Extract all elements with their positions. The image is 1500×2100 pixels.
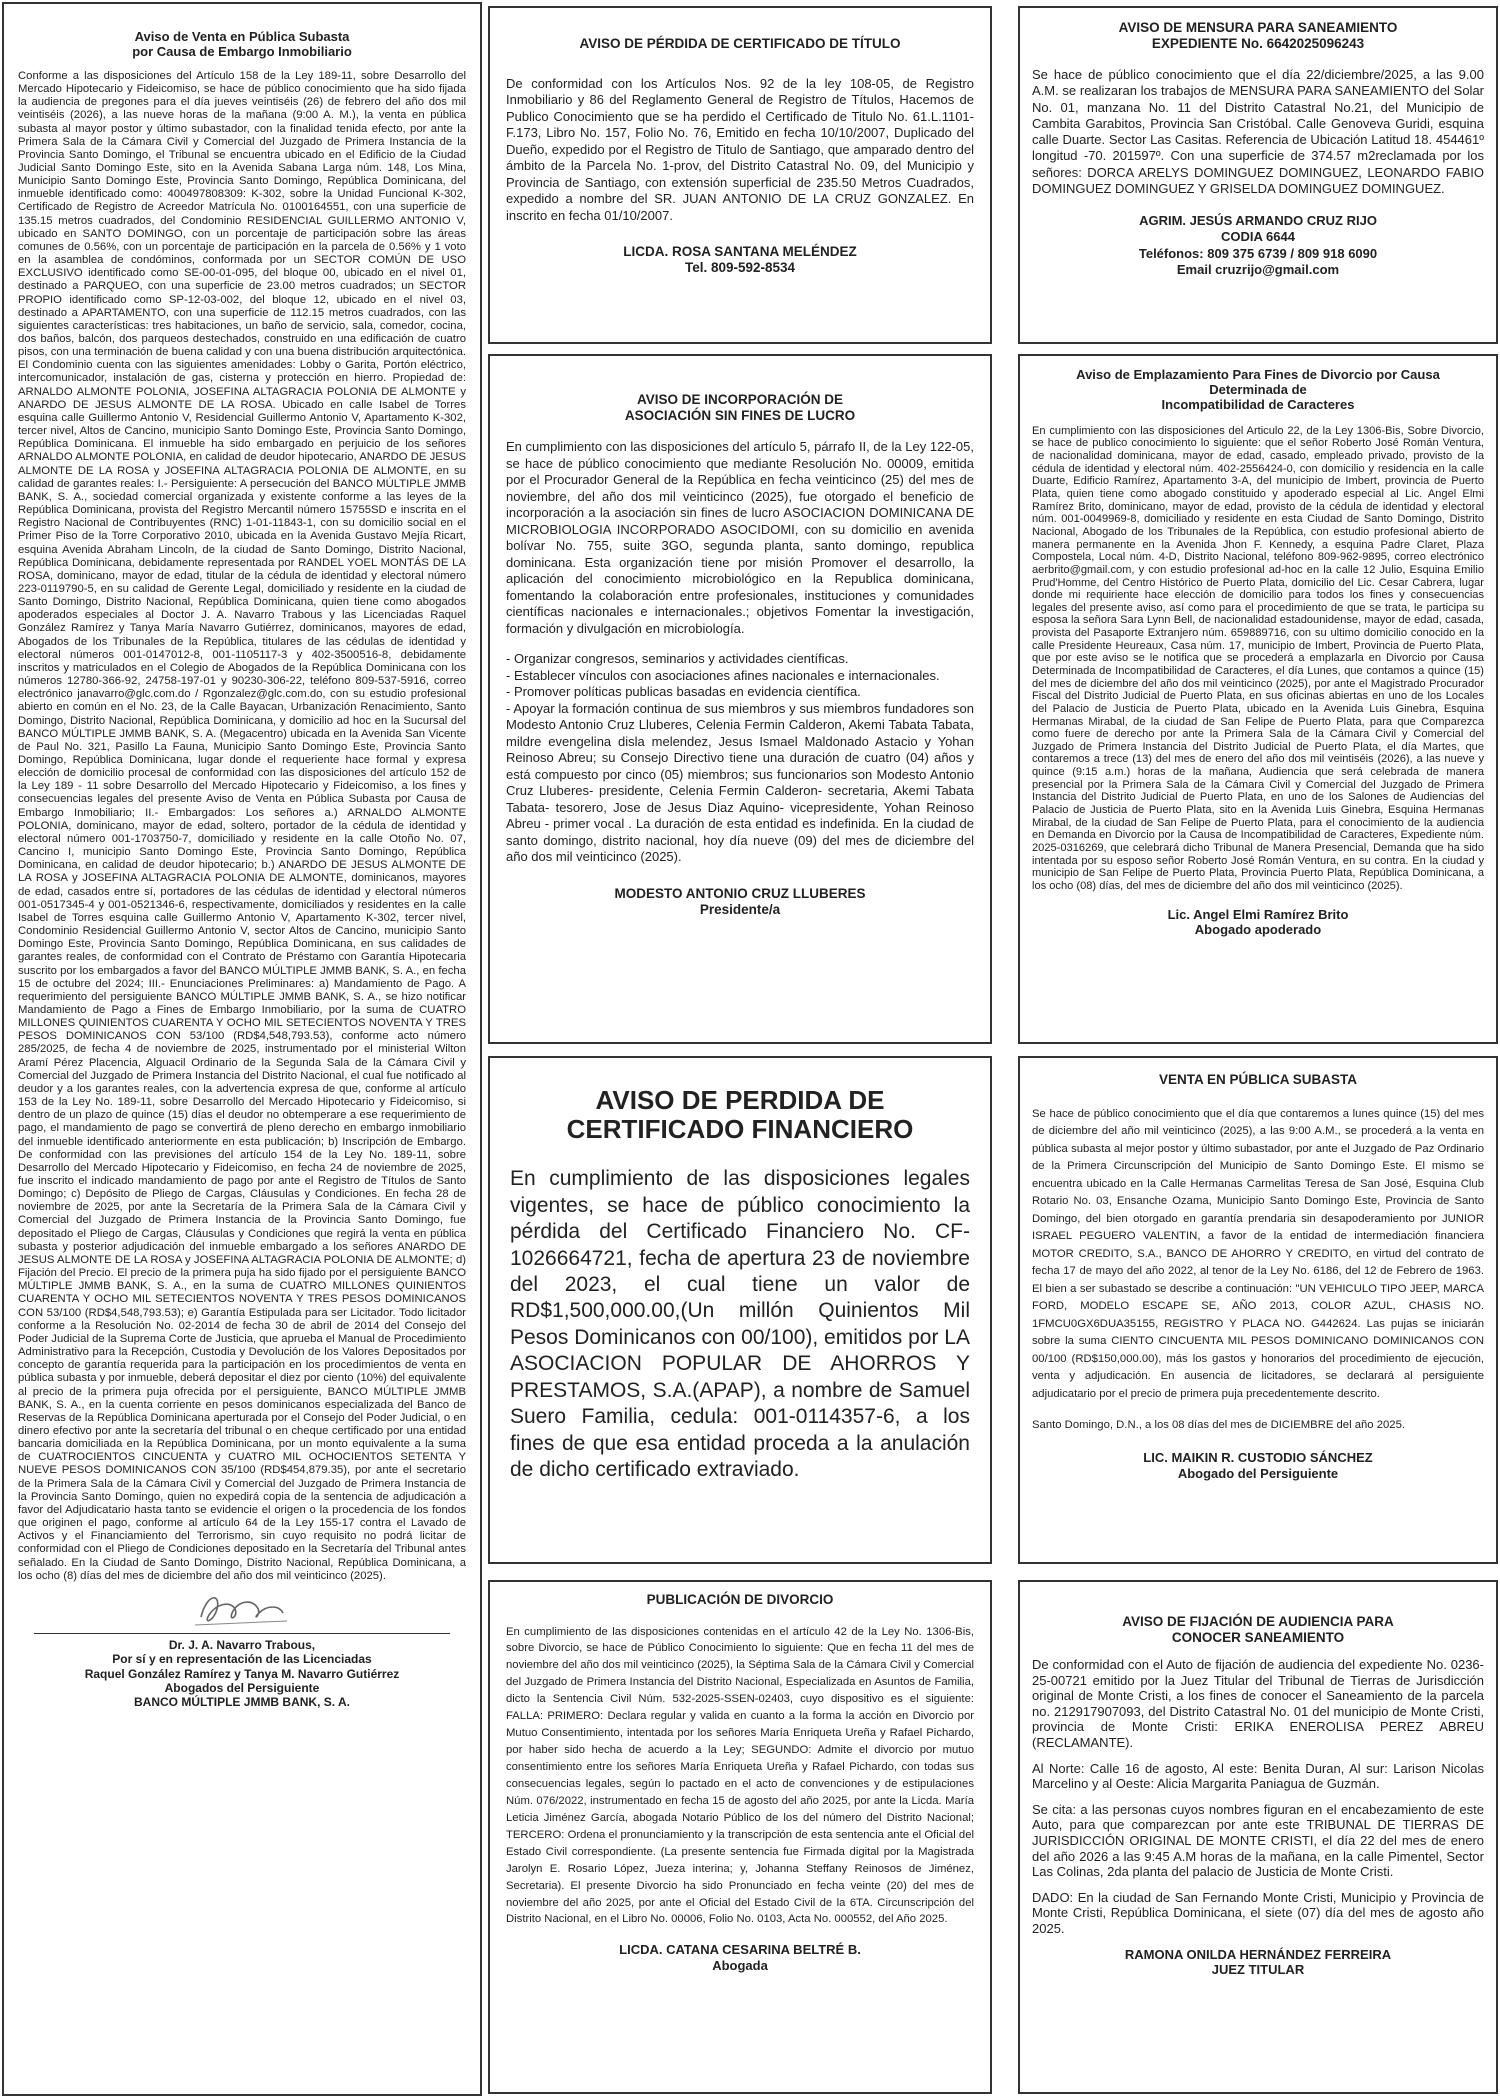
notice-perdida-titulo bbox=[488, 6, 992, 344]
list-item: - Promover políticas publicas basadas en evidencia científica. bbox=[506, 684, 861, 700]
notice-signature: RAMONA ONILDA HERNÁNDEZ FERREIRA JUEZ TITULAR bbox=[1124, 1946, 1392, 1978]
list-item: - Organizar congresos, seminarios y actividades científicas. bbox=[506, 651, 849, 667]
notice-body: Conforme a las disposiciones del Artículo 158 de la Ley 189-11, sobre Desarrollo del Mercado Hipotecario y Fideicomiso, se hace de público conocimiento que ha sido fijada la audiencia de pregones para el día jueves veintiséis (26) de febrero del año dos mil veintiséis (2026), a las nueve horas de la mañana (9:00 A. M.), la venta en pública subasta al mayor postor y último subastador, con la finalidad tenida efecto, por ante la Primera Sala de la Cámara Civil y Comercial del Juzgado de Primera Instancia de la Provincia Santo Domingo, el Tribunal se encuentra ubicado en el Edificio de la Ciudad Judicial Santo Domingo Este, sito en la Avenida Sabana Larga núm. 148, Los Mina, Municipio Santo Domingo Este, Provincia Santo Domingo, República Dominicana, del inmueble identificado como: 400497808309: K-302, sobre la Unidad Funcional K-302, Certificado de Registro de Acreedor Matrícula No. 0100164551, con una superficie de 135.15 metros cuadrados, del Condominio RESIDENCIAL GUILLERMO ANTONIO V, ubicado en SANTO DOMINGO, con un porcentaje de participación sobre las áreas comunes de 0.56%, con un porcentaje de participación en la parcela de 0.56% y 1 voto en la asamblea de condóminos, conformada por un SECTOR COMÚN DE USO EXCLUSIVO identificado como SE-00-01-095, del bloque 00, ubicado en el nivel 01, destinado a PARQUEO, con una superficie de 23.00 metros cuadrados; un SECTOR PROPIO identificado como SP-12-03-002, del bloque 12, ubicado en el nivel 03, destinado a APARTAMENTO, con una superficie de 112.15 metros cuadrados, con las siguientes características: tres habitaciones, un baño de servicio, sala, comedor, cocina, dos baños, balcón, dos parqueos destechados, construido en una edificación de cuatro pisos, con una terminación de buena calidad y con una buena distribución arquitectónica. El Condominio cuenta con las siguientes amenidades: Lobby o Garita, Portón eléctrico, intercomunicador, instalación de gas, cisterna y protección en hierro. Propiedad de: ARNALDO ALMONTE POLONIA, JOSEFINA ALTAGRACIA POLONIA DE ALMONTE y ANARDO DE JESUS ALMONTE DE LA ROSA. Ubicado en calle Isabel de Torres esquina calle Guillermo Antonio V, Residencial Guillermo Antonio V, Apartamento K-302, tercer nivel, Altos de Cancino, municipio Santo Domingo Este, Provincia Santo Domingo, República Dominicana. El inmueble ha sido embargado en perjuicio de los señores ARNALDO ALMONTE POLONIA, en calidad de deudor hipotecario, ANARDO DE JESUS ALMONTE DE LA ROSA y JOSEFINA ALTAGRACIA POLONIA DE ALMONTE, en su calidad de garantes reales: I.- Persiguiente: A persecución del BANCO MÚLTIPLE JMMB BANK, S. A., sociedad comercial organizada y existente conforme a las leyes de la República Dominicana, provista del Registro Mercantil número 15755SD e inscrita en el Registro Nacional de Contribuyentes (RNC) 1-01-11843-1, con su domicilio social en el Primer Piso de la Torre Corporativo 2010, ubicada en la Avenida Gustavo Mejía Ricart, esquina Avenida Abraham Lincoln, de la ciudad de Santo Domingo, Distrito Nacional, República Dominicana, debidamente representada por RANDEL YOEL MONTÁS DE LA ROSA, dominicano, mayor de edad, titular de la cédula de identidad y electoral número 223-0119790-5, en su calidad de Gerente Legal, domiciliado y residente en la ciudad de Santo Domingo, Distrito Nacional, República Dominicana, quien tiene como abogados apoderados especiales al Doctor J. A. Navarro Trabous y las Licenciadas Raquel González Ramírez y Tanya María Navarro Gutiérrez, dominicanos, mayores de edad, Abogados de los Tribunales de la República, titulares de las cédulas de identidad y electoral números 001-0147012-8, 001-1105117-3 y 402-3500516-8, debidamente inscritos y matriculados en el Colegio de Abogados de la República Dominicana con los números 12780-366-92, 24758-197-01 y 90230-306-22, teléfono 809-537-5916, correo electrónico janavarro@glc.com.do / Rgonzalez@glc.com.do, con su estudio profesional abierto en común en el No. 23, de la Calle Bayacan, Urbanización Renacimiento, Santo Domingo, Distrito Nacional, República Dominicana, y domicilio ad hoc en la Sucursal del BANCO MÚLTIPLE JMMB BANK, S. A. (Megacentro) ubicada en la Avenida San Vicente de Paul No. 321, Pasillo La Fauna, Municipio Santo Domingo Este, Provincia Santo Domingo, República Dominicana, lugar donde el requeriente hace formal y expresa elección de domicilio procesal de conformidad con las disposiciones del artículo 152 de la Ley 189 - 11 sobre Desarrollo del Mercado Hipotecario y Fideicomiso, a los fines y consecuencias legales del presente Aviso de Venta en Pública Subasta por Causa de Embargo Inmobiliario; II.- Embargados: Los señores a.) ARNALDO ALMONTE POLONIA, dominicano, mayor de edad, soltero, portador de la cédula de identidad y electoral número 001-1703750-7, domiciliado y residente en la calle Otoño No. 07, Cancino I, municipio Santo Domingo Este, Provincia Santo Domingo, República Dominicana, en calidad de deudor hipotecario; b.) ANARDO DE JESUS ALMONTE DE LA ROSA y JOSEFINA ALTAGRACIA POLONIA DE ALMONTE, dominicanos, mayores de edad, casados entre sí, portadores de las cédulas de identidad y electoral números 001-0517345-4 y 001-0521346-6, respectivamente, domiciliados y residentes en la calle Isabel de Torres esquina calle Guillermo Antonio V, Apartamento K-302, tercer nivel, Condominio Residencial Guillermo Antonio V, sector Altos de Cancino, municipio Santo Domingo Este, Provincia Santo Domingo, República Dominicana, en sus calidades de garantes reales, de conformidad con el Contrato de Préstamo con Garantía Hipotecaria suscrito por los embargados a favor del BANCO MÚLTIPLE JMMB BANK, S. A., en fecha 15 de octubre del 2024; III.- Enunciaciones Preliminares: a) Mandamiento de Pago. A requerimiento del persiguiente BANCO MÚLTIPLE JMMB BANK, S. A., se hizo notificar Mandamiento de Pago a Fines de Embargo Inmobiliario, por la suma de CUATRO MILLONES QUINIENTOS CUARENTA Y OCHO MIL SETECIENTOS NOVENTA Y TRES PESOS DOMINICANOS CON 53/100 (RD$4,548,793.53), conforme acto número 285/2025, de fecha 4 de noviembre de 2025, instrumentado por el ministerial Wilton Aramí Pérez Placencia, Alguacil Ordinario de la Segunda Sala de la Cámara Civil y Comercial del Juzgado de Primera Instancia del Distrito Nacional, el cual fue notificado al deudor y a los garantes reales, con la advertencia expresa de que, conforme al artículo 153 de la Ley No. 189-11, sobre Desarrollo del Mercado Hipotecario y Fideicomiso, si dentro de un plazo de quince (15) días el deudor no obtemperare a ese requerimiento de pago, el mandamiento de pago se convertirá de pleno derecho en embargo inmobiliario del inmueble identificado anteriormente en esta publicación; b) Inscripción de Embargo. De conformidad con las previsiones del artículo 154 de la Ley No. 189-11, sobre Desarrollo del Mercado Hipotecario y Fideicomiso, en fecha 24 de noviembre de 2025, fue inscrito el indicado mandamiento de pago por ante el Registro de Títulos de Santo Domingo; c) Depósito de Pliego de Cargas, Cláusulas y Condiciones. En fecha 28 de noviembre de 2025, por ante la Secretaría de la Primera Sala de la Cámara Civil y Comercial del Juzgado de Primera Instancia de la Provincia Santo Domingo, fue depositado el Pliego de Cargas, Cláusulas y Condiciones que regirá la venta en pública subasta y posterior adjudicación del inmueble embargado a los señores ANARDO DE JESUS ALMONTE DE LA ROSA y JOSEFINA ALTAGRACIA POLONIA DE ALMONTE; d) Fijación del Precio. El precio de la primera puja ha sido fijado por el persiguiente BANCO MÚLTIPLE JMMB BANK, S. A., en la suma de CUATRO MILLONES QUINIENTOS CUARENTA Y OCHO MIL SETECIENTOS NOVENTA Y TRES PESOS DOMINICANOS CON 53/100 (RD$4,548,793.53); e) Garantía Estipulada para ser Licitador. Todo licitador conforme a la Resolución No. 02-2014 de fecha 30 de abril de 2014 del Consejo del Poder Judicial de la Suprema Corte de Justicia, que aprueba el Manual de Procedimiento Administrativo para la Recepción, Custodia y Devolución de los Valores Depositados por concepto de garantía requerida para la participación en los procedimientos de venta en pública subasta y por inmueble, deberá depositar el diez por ciento (10%) del equivalente al precio de la primera puja ofrecida por el persiguiente, BANCO MÚLTIPLE JMMB BANK, S. A., en la cuenta corriente en pesos dominicanos especializada del Banco de Reservas de la República Dominicana aperturada por el Consejo del Poder Judicial, o en dinero efectivo por ante la secretaría del tribunal o en cheque certificado por una entidad bancaria domiciliada en la República Dominicana, por un monto equivalente a la suma de CUATROCIENTOS CINCUENTA y CUATRO MIL OCHOCIENTOS SETENTA Y NUEVE PESOS DOMINICANOS CON 35/100 (RD$454,879.35), por ante el secretario de la Primera Sala de la Cámara Civil y Comercial del Juzgado de Primera Instancia de la Provincia Santo Domingo, quien no expedirá copia de la sentencia de adjudicación a favor del Adjudicatario hasta tanto se evidencie el origen o la procedencia de los fondos que originen el pago, conforme al artículo 64 de la Ley 155-17 contra el Lavado de Activos y el Financiamiento del Terrorismo, sin cuyo requisito no podrá licitar de conformidad con el Pliego de Condiciones depositado en la Secretaría del Tribunal antes señalado. En la Ciudad de Santo Domingo, Distrito Nacional, República Dominicana, a los ocho (8) días del mes de diciembre del año dos mil veinticinco (2025). bbox=[18, 69, 466, 1582]
notice-title: AVISO DE INCORPORACIÓN DE ASOCIACIÓN SIN FINES DE LUCRO bbox=[624, 392, 856, 423]
notice-title: AVISO DE MENSURA PARA SANEAMIENTO EXPEDIENTE No. 6642025096243 bbox=[1118, 20, 1398, 51]
notice-body: En cumplimiento de las disposiciones legales vigentes, se hace de público conocimiento la pérdida del Certificado Financiero No. CF-1026664721, fecha de apertura 23 de noviembre del 2023, el cual tiene un valor de RD$1,500,000.00,(Un millón Quinientos Mil Pesos Dominicanos con 00/100), emitidos por LA ASOCIACION POPULAR DE AHORROS Y PRESTAMOS, S.A.(APAP), a nombre de Samuel Suero Familia, cedula: 001-0114357-6, a los fines de que esa entidad proceda a la anulación de dicho certificado extraviado. bbox=[510, 1167, 970, 1482]
notice-certificado-financiero bbox=[488, 1056, 992, 1564]
notice-body: En cumplimiento con las disposiciones del artículo 5, párrafo II, de la Ley 122-05, se hace de público conocimiento que mediante Resolución No. 00009, emitida por el Procurador General de la República en fecha veinticinco (25) del mes de noviembre, del año dos mil veinticinco (2025), fue otorgado el beneficio de incorporación a la asociación sin fines de lucro ASOCIACION DOMINICANA DE MICROBIOLOGIA INCORPORADO ASOCIDOMI, con su domicilio en avenida bolívar No. 755, suite 3GO, segunda planta, santo domingo, republica dominicana. Esta organización tiene por misión Promover el desarrollo, la aplicación del conocimiento microbiológico en la Republica dominicana, fomentando la colaboración entre profesionales, instituciones y comunidades científicas nacionales e internacionales.; objetivos Fomentar la investigación, formación y divulgación en microbiología. bbox=[506, 439, 974, 636]
notice-signature: AGRIM. JESÚS ARMANDO CRUZ RIJO CODIA 6644 Teléfonos: 809 375 6739 / 809 918 6090 Email cruzrijo@gmail.com bbox=[1138, 213, 1378, 277]
notice-fijacion-audiencia bbox=[1018, 1580, 1498, 2094]
notice-body: De conformidad con los Artículos Nos. 92 de la ley 108-05, de Registro Inmobiliario y 86 del Reglamento General de Registro de Títulos, Hacemos de Publico Conocimiento que se ha perdido el Certificado de Titulo No. 61.L.1101-F.173, Libro No. 157, Folio No. 76, Emitido en fecha 10/10/2007, Duplicado del Dueño, expedido por el Registro de Titulo de Santiago, que amparado dentro del ámbito de la Parcela No. 1-prov, del Distrito Catastral No. 09, del Municipio y Provincia de Santiago, con extensión superficial de 235.50 Metros Cuadrados, expedido a nombre del SR. JUAN ANTONIO DE LA CRUZ GONZALEZ. En inscrito en fecha 01/10/2007. bbox=[506, 75, 974, 223]
notice-title: AVISO DE FIJACIÓN DE AUDIENCIA PARA CONOCER SANEAMIENTO bbox=[1122, 1614, 1394, 1645]
notice-title: Aviso de Emplazamiento Para Fines de Divorcio por Causa Determinada de Incompatibilidad de Caracteres bbox=[1076, 367, 1440, 412]
list-item: - Establecer vínculos con asociaciones afines nacionales e internacionales. bbox=[506, 667, 940, 683]
notice-body: Se hace de público conocimiento que el día 22/diciembre/2025, a las 9.00 A.M. se realizaran los trabajos de MENSURA PARA SANEAMIENTO del Solar No. 01, manzana No. 11 del Distrito Catastral No.21, del Municipio de Cambita Garabitos, Provincia San Cristóbal. Calle Genoveva Guridi, esquina calle Duarte. Sector Las Casitas. Referencia de Ubicación Latitud 18. 454461º longitud -70. 201597º. Con una superficie de 374.57 m2reclamada por los señores: DORCA ARELYS DOMINGUEZ DOMINGUEZ, LEONARDO FABIO DOMINGUEZ DOMINGUEZ Y GRISELDA DOMINGUEZ DOMINGUEZ. bbox=[1032, 67, 1484, 196]
handwritten-signature bbox=[187, 1587, 297, 1631]
notice-paragraph: Se cita: a las personas cuyos nombres figuran en el encabezamiento de este Auto, para que comparezcan por ante este TRIBUNAL DE TIERRAS DE JURISDICCIÓN ORIGINAL DE MONTE CRISTI, el día 22 del mes de enero del año 2026 a las 9:45 A.M horas de la mañana, en la calle Pimentel, Sector Las Colinas, 2da planta del palacio de Justicia de Monte Cristi. bbox=[1032, 1801, 1484, 1880]
notice-divorcio-emplazamiento bbox=[1018, 354, 1498, 1044]
notice-title: AVISO DE PÉRDIDA DE CERTIFICADO DE TÍTULO bbox=[579, 36, 901, 51]
notice-signature: Dr. J. A. Navarro Trabous, Por sí y en representación de las Licenciadas Raquel González Ramírez y Tanya M. Navarro Gutiérrez Abogados del Persiguiente BANCO MÚLTIPLE JMMB BANK, S. A. bbox=[84, 1637, 400, 1710]
notice-publicacion-divorcio bbox=[488, 1580, 992, 2094]
notice-asociacion bbox=[488, 354, 992, 1044]
notice-mensura bbox=[1018, 6, 1498, 344]
notice-title: PUBLICACIÓN DE DIVORCIO bbox=[646, 1592, 834, 1607]
notice-paragraph: DADO: En la ciudad de San Fernando Monte Cristi, Municipio y Provincia de Monte Cristi, República Dominicana, el siete (07) día del mes de agosto año 2025. bbox=[1032, 1889, 1484, 1936]
notice-title: Aviso de Venta en Pública Subasta por Causa de Embargo Inmobiliario bbox=[132, 29, 352, 59]
notice-title: VENTA EN PÚBLICA SUBASTA bbox=[1158, 1072, 1357, 1087]
notice-title: AVISO DE PERDIDA DE CERTIFICADO FINANCIERO bbox=[566, 1085, 914, 1145]
notice-list bbox=[506, 651, 974, 701]
notice-paragraph: De conformidad con el Auto de fijación de audiencia del expediente No. 0236-25-00721 emitido por la Juez Titular del Tribunal de Tierras de Jurisdicción original de Monte Cristi, a los fines de conocer el Saneamiento de la parcela no. 212917907093, del Distrito Catastral No. 01 del municipio de Monte Cristi, provincia de Monte Cristi: ERIKA ENEROLISA PEREZ ABREU (RECLAMANTE). bbox=[1032, 1657, 1484, 1750]
signature-line bbox=[34, 1633, 450, 1634]
notice-signature: LIC. MAIKIN R. CUSTODIO SÁNCHEZ Abogado del Persiguiente bbox=[1143, 1450, 1373, 1481]
notice-body: En cumplimiento con las disposiciones del Articulo 22, de la Ley 1306-Bis, Sobre Divorcio, se hace de publico conocimiento lo siguiente: que el señor Roberto José Román Ventura, de nacionalidad dominicana, mayor de edad, casado, empleado privado, provisto de la cédula de identidad y electoral núm. 402-2556424-0, con domicilio y residencia en la calle Duarte, Edificio Ramírez, Apartamento 3-A, del municipio de Imbert, provincia de Puerto Plata, quien tiene como abogado constituido y apoderado especial al Lic. Angel Elmi Ramírez Brito, dominicano, mayor de edad, provisto de la cédula de identidad y electoral núm. 001-0049969-8, domiciliado y residente en esta Ciudad de Santo Domingo, Distrito Nacional, Abogado de los Tribunales de la República, con estudio profesional abierto de manera permanente en la Avenida Jhon F. Kennedy, a esquina Padre Claret, Plaza Compostela, Local núm. 4-D, Distrito Nacional, teléfono 809-962-9895, correo electrónico aerbrito@gmail.com, y con estudio profesional ad-hoc en la calle 12 Julio, Esquina Emilio Prud'Homme, del Centro Histórico de Puerto Plata, domicilio del Lic. Cesar Cabrera, lugar donde mi requiriente hace elección de domicilio para todos los fines y consecuencias legales del presente aviso, así como para el procedimiento de que se trata, le participa su esposa la señora Sara Lynn Bell, de nacionalidad estadounidense, mayor de edad, casada, provista del Pasaporte Extranjero núm. 659889716, con su ultimo domicilio conocido en la calle Presidente Heureaux, Casa núm. 17, municipio de Imbert, Provincia de Puerto Plata, que por este aviso se le notifica que se procederá a emplazarla en Divorcio por Causa Determinada de Incompatibilidad de Caracteres, el día Lunes, que contamos a quince (15) del mes de diciembre del año dos mil veinticinco (2025), por ante el Magistrado Procurador Fiscal del Distrito Judicial de Puerto Plata, en sus oficinas abiertas en uno de los Locales del Palacio de Justicia de Puerto Plata, ubicado en la Avenida Luis Ginebra, Esquina Hermanas Mirabal, de la ciudad de San Felipe de Puerto Plata, para que Comparezca como fuere de derecho por ante la Primera Sala de la Cámara Civil y Comercial del Juzgado de Primera Instancia del Distrito Judicial de Puerto Plata, el día Martes, que contaremos a trece (13) del mes de enero del año dos mil veintiséis (2026), a las nueve y quince (9:15 a.m.) horas de la mañana, Audiencia que será celebrada de manera presencial por la Primera Sala de la Cámara Civil y Comercial del Juzgado de Primera Instancia del Distrito Judicial de Puerto Plata, en uno de los Salones de Audiencias del Palacio de Justicia de Puerto Plata, sito en la Avenida Luis Ginebra, Esquina Hermanas Mirabal, de la ciudad de San Felipe de Puerto Plata, para el conocimiento de la audiencia en Demanda en Divorcio por la Causa de Incompatibilidad de Caracteres, Expediente núm. 2025-0316269, que celebrará dicho Tribunal de Manera Presencial, Demanda que ha sido intentada por su esposo señor Roberto José Román Ventura, en su contra. En la ciudad y municipio de San Felipe de Puerto Plata, Provincia Puerto Plata, República Dominicana, a los ocho (08) días, del mes de diciembre del año dos mil veinticinco (2025). bbox=[1032, 424, 1484, 892]
notice-signature: Lic. Angel Elmi Ramírez Brito Abogado apoderado bbox=[1167, 906, 1349, 938]
notice-signature: MODESTO ANTONIO CRUZ LLUBERES Presidente/a bbox=[614, 885, 866, 917]
notice-date: Santo Domingo, D.N., a los 08 días del mes de DICIEMBRE del año 2025. bbox=[1032, 1419, 1405, 1432]
notice-signature: LICDA. CATANA CESARINA BELTRÉ B. Abogada bbox=[619, 1942, 861, 1973]
notice-body: Se hace de público conocimiento que el día que contaremos a lunes quince (15) del mes de diciembre del año mil veinticinco (2025), a las 9:00 A.M., se procederá a la venta en pública subasta al mejor postor y último subastador, por ante el Juzgado de Paz Ordinario de la Primera Circunscripción del Municipio de Santo Domingo Este. El mismo se encuentra ubicado en la Calle Hermanas Carmelitas Teresa de San José, Esquina Club Rotario No. 03, Ensanche Ozama, Municipio Santo Domingo Este, Provincia de Santo Domingo, del bien otorgado en garantía prendaria sin desapoderamiento por JUNIOR ISRAEL PEGUERO VALENTIN, a favor de la entidad de intermediación financiera MOTOR CREDITO, S.A., BANCO DE AHORRO Y CREDITO, en virtud del contrato de fecha 17 de mayo del año 2022, al tenor de la Ley No. 6186, del 12 de Febrero de 1963. El bien a ser subastado se describe a continuación: "UN VEHICULO TIPO JEEP, MARCA FORD, MODELO ESCAPE SE, AÑO 2013, COLOR AZUL, CHASIS NO. 1FMCU0GX6DUA35155, REGISTRO Y PLACA NO. G442624. Las pujas se iniciarán sobre la suma CIENTO CINCUENTA MIL PESOS DOMINICANO DOMINICANOS CON 00/100 (RD$150,000.00), más los gastos y honorarios del procedimiento de ejecución, venta y adjudicación. En ausencia de licitadores, se declarará al persiguiente adjudicatario por el precio de primera puja precedentemente descrito. bbox=[1032, 1107, 1484, 1400]
notice-signature: LICDA. ROSA SANTANA MELÉNDEZ Tel. 809-592-8534 bbox=[623, 244, 857, 276]
notice-body: En cumplimiento de las disposiciones contenidas en el artículo 42 de la Ley No. 1306-Bis, sobre Divorcio, se hace de Público Conocimiento lo siguiente: Que en fecha 11 del mes de noviembre del año dos mil veinticinco (2025), la Séptima Sala de la Cámara Civil y Comercial del Juzgado de Primera Instancia del Distrito Nacional, Especializada en Asuntos de Familia, dicto la Sentencia Civil Núm. 532-2025-SSEN-02403, cuyo dispositivo es el siguiente: FALLA: PRIMERO: Declara regular y valida en cuanto a la forma la acción en Divorcio por Mutuo Consentimiento, intentada por los señores María Enriqueta Ureña y Rafael Pichardo, por haber sido hecha de acuerdo a la Ley; SEGUNDO: Admite el divorcio por mutuo consentimiento entre los señores María Enriqueta Ureña y Rafael Pichardo, con todas sus consecuencias legales, según lo pactado en el acto de convenciones y de estipulaciones Núm. 076/2022, instrumentado en fecha 15 de agosto del año 2025, por ante la Licda. María Leticia Jiménez García, abogada Notario Público de los del número del Distrito Nacional; TERCERO: Ordena el pronunciamiento y la transcripción de esta sentencia ante el Oficial del Estado Civil correspondiente. (La presente sentencia fue Firmada digital por la Magistrada Jarolyn E. Rosario López, Jueza interina; y, Johanna Steffany Reinosos de Jiménez, Secretaria). El presente Divorcio ha sido Pronunciado en fecha veinte (20) del mes de noviembre del año 2025, por ante el Oficial del Estado Civil de la 6TA. Circunscripción del Distrito Nacional, en el Libro No. 00006, Folio No. 0103, Acta No. 000552, del Año 2025. bbox=[506, 1625, 974, 1926]
notice-venta-subasta bbox=[1018, 1056, 1498, 1564]
notice-subasta-inmobiliaria bbox=[2, 2, 482, 2096]
notice-body-continued: - Apoyar la formación continua de sus miembros y sus miembros fundadores son Modesto Antonio Cruz Lluberes, Celenia Fermin Calderon, Akemi Tabata Tabata, mildre evengelina disla melendez, Jesus Ismael Maldonado Astacio y Yohan Reinoso Abreu; su Consejo Directivo tiene una duración de cuatro (04) años y está compuesto por cinco (05) miembros; sus funcionarios son Modesto Antonio Cruz Lluberes- presidente, Celenia Fermin Calderon- secretaria, Akemi Tabata Tabata- tesorero, Jose de Jesus Diaz Aquino- vicepresidente, Yohan Reinoso Abreu - primer vocal . La duración de esta entidad es indefinida. En la ciudad de santo domingo, distrito nacional, hoy día nueve (09) del mes de diciembre del año dos mil veinticinco (2025). bbox=[506, 700, 974, 865]
notice-paragraph: Al Norte: Calle 16 de agosto, Al este: Benita Duran, Al sur: Larison Nicolas Marcelino y al Oeste: Alicia Margarita Paniagua de Guzmán. bbox=[1032, 1760, 1484, 1792]
